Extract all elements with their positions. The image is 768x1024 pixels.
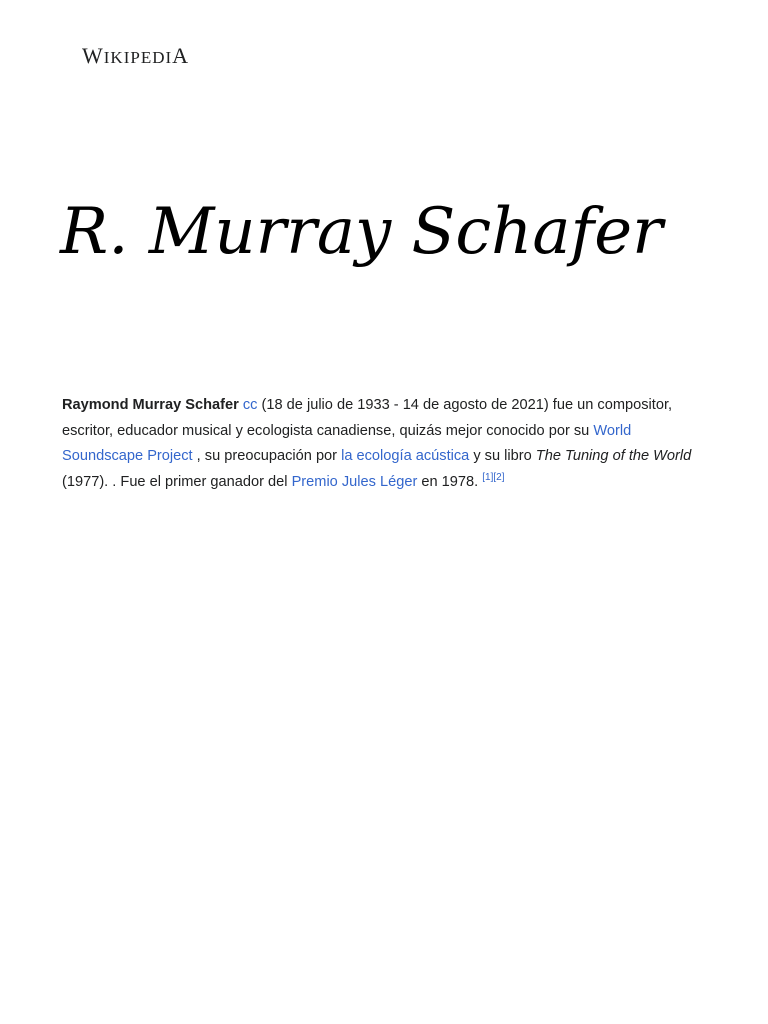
link-ecologia-acustica[interactable]: la ecología acústica — [341, 448, 470, 464]
page-title: R. Murray Schafer — [60, 195, 663, 269]
wikipedia-logo[interactable] — [82, 42, 189, 72]
reference-2-link[interactable]: [2] — [493, 471, 505, 483]
lead-text-5: en 1978. — [417, 473, 483, 490]
logo-last-letter: A — [172, 43, 190, 68]
lead-text-2: , su preocupación por — [192, 448, 342, 464]
link-premio-jules-leger[interactable]: Premio Jules Léger — [291, 473, 418, 490]
lead-text-1: (18 de julio de 1933 - 14 de agosto de 2021) fue un compositor, escritor, educador musical y ecologista canadiense, quizás mejor conocido por su — [62, 397, 673, 439]
subject-name: Raymond Murray Schafer — [62, 397, 239, 413]
reference-1[interactable] — [482, 472, 493, 483]
logo-first-letter: W — [82, 43, 104, 68]
reference-1-link[interactable]: [1] — [482, 471, 494, 483]
link-world-soundscape-project[interactable]: World Soundscape Project — [62, 422, 632, 464]
cc-link[interactable]: cc — [242, 397, 258, 413]
logo-middle-letters: IKIPEDI — [103, 48, 173, 67]
lead-text-4: (1977). . Fue el primer ganador del — [62, 473, 292, 490]
lead-text-3: y su libro — [469, 448, 536, 464]
book-title: The Tuning of the World — [535, 448, 692, 464]
reference-2[interactable] — [493, 472, 504, 483]
lead-paragraph — [62, 393, 712, 495]
